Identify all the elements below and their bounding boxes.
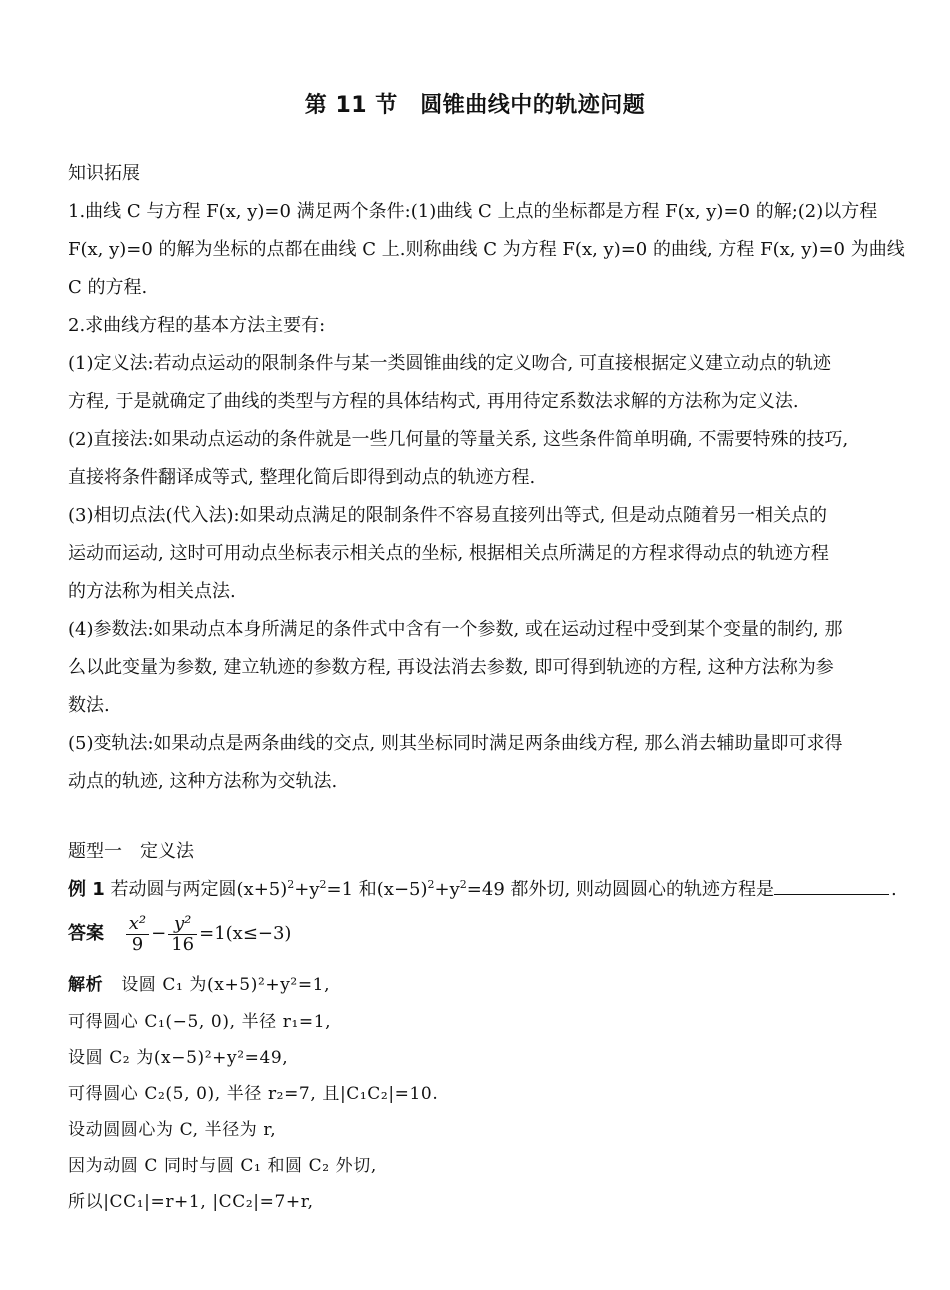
fraction-numerator: x² [126,914,149,935]
knowledge-line: 直接将条件翻译成等式, 整理化简后即得到动点的轨迹方程. [68,467,536,488]
knowledge-line: 方程, 于是就确定了曲线的类型与方程的具体结构式, 再用待定系数法求解的方法称为定义法. [68,391,799,412]
answer-blank [774,876,889,895]
page-title: 第 11 节 圆锥曲线中的轨迹问题 [304,93,646,118]
knowledge-line: 1.曲线 C 与方程 F(x, y)=0 满足两个条件:(1)曲线 C 上点的坐标都是方程 F(x, y)=0 的解;(2)以方程 [68,201,878,222]
knowledge-line: 的方法称为相关点法. [68,581,236,602]
solution-line: 可得圆心 C₂(5, 0), 半径 r₂=7, 且|C₁C₂|=10. [68,1084,439,1104]
knowledge-line: (4)参数法:如果动点本身所满足的条件式中含有一个参数, 或在运动过程中受到某个变量的制约, 那 [68,619,843,640]
knowledge-line: 运动而运动, 这时可用动点坐标表示相关点的坐标, 根据相关点所满足的方程求得动点的轨迹方程 [68,543,829,564]
exponent: 2 [319,878,327,891]
knowledge-line: (1)定义法:若动点运动的限制条件与某一类圆锥曲线的定义吻合, 可直接根据定义建立动点的轨迹 [68,353,832,374]
fraction-denominator: 16 [171,933,195,955]
solution-line: 设动圆圆心为 C, 半径为 r, [68,1120,277,1140]
example-question [68,876,897,902]
knowledge-line: 么以此变量为参数, 建立轨迹的参数方程, 再设法消去参数, 即可得到轨迹的方程, 这种方法称为参 [68,657,834,678]
answer-label: 答案 [68,923,104,944]
solution-line: 所以|CC₁|=r+1, |CC₂|=7+r, [68,1192,314,1212]
exponent: 2 [459,878,467,891]
fraction-numerator: y² [168,914,197,935]
solution-line: 因为动圆 C 同时与圆 C₁ 和圆 C₂ 外切, [68,1156,377,1176]
knowledge-line: (3)相切点法(代入法):如果动点满足的限制条件不容易直接列出等式, 但是动点随着另一相关点的 [68,505,828,526]
knowledge-line: 动点的轨迹, 这种方法称为交轨法. [68,771,338,792]
fraction-y [168,914,197,955]
section-heading: 题型一 定义法 [68,841,194,862]
exponent: 2 [427,878,435,891]
answer-row [68,912,291,956]
example-text-5: =49 都外切, 则动圆圆心的轨迹方程是 [466,879,774,900]
solution-text: 设圆 C₁ 为(x+5)²+y²=1, [121,975,331,995]
example-text-2: +y [294,879,320,900]
knowledge-line: (5)变轨法:如果动点是两条曲线的交点, 则其坐标同时满足两条曲线方程, 那么消去辅助量即可求得 [68,733,843,754]
solution-line: 可得圆心 C₁(−5, 0), 半径 r₁=1, [68,1012,332,1032]
example-text-3: =1 和(x−5) [326,879,428,900]
exponent: 2 [287,878,295,891]
minus-sign: − [151,923,167,944]
example-text-1: 若动圆与两定圆(x+5) [110,879,288,900]
fraction-denominator: 9 [131,933,144,955]
knowledge-line: 2.求曲线方程的基本方法主要有: [68,315,326,336]
knowledge-heading: 知识拓展 [68,163,140,184]
example-end: . [890,879,897,900]
solution-line: 设圆 C₂ 为(x−5)²+y²=49, [68,1048,289,1068]
analysis-label: 解析 [68,975,104,995]
knowledge-line: 数法. [68,695,110,716]
fraction-x [126,914,149,955]
knowledge-line: C 的方程. [68,277,148,298]
knowledge-line: (2)直接法:如果动点运动的条件就是一些几何量的等量关系, 这些条件简单明确, 不需要特殊的技巧, [68,429,849,450]
example-label: 例 1 [68,879,105,900]
answer-rest: =1(x≤−3) [199,923,292,944]
example-text-4: +y [434,879,460,900]
solution-line-first [68,973,330,997]
knowledge-line: F(x, y)=0 的解为坐标的点都在曲线 C 上.则称曲线 C 为方程 F(x, y)=0 的曲线, 方程 F(x, y)=0 为曲线 [68,239,905,260]
